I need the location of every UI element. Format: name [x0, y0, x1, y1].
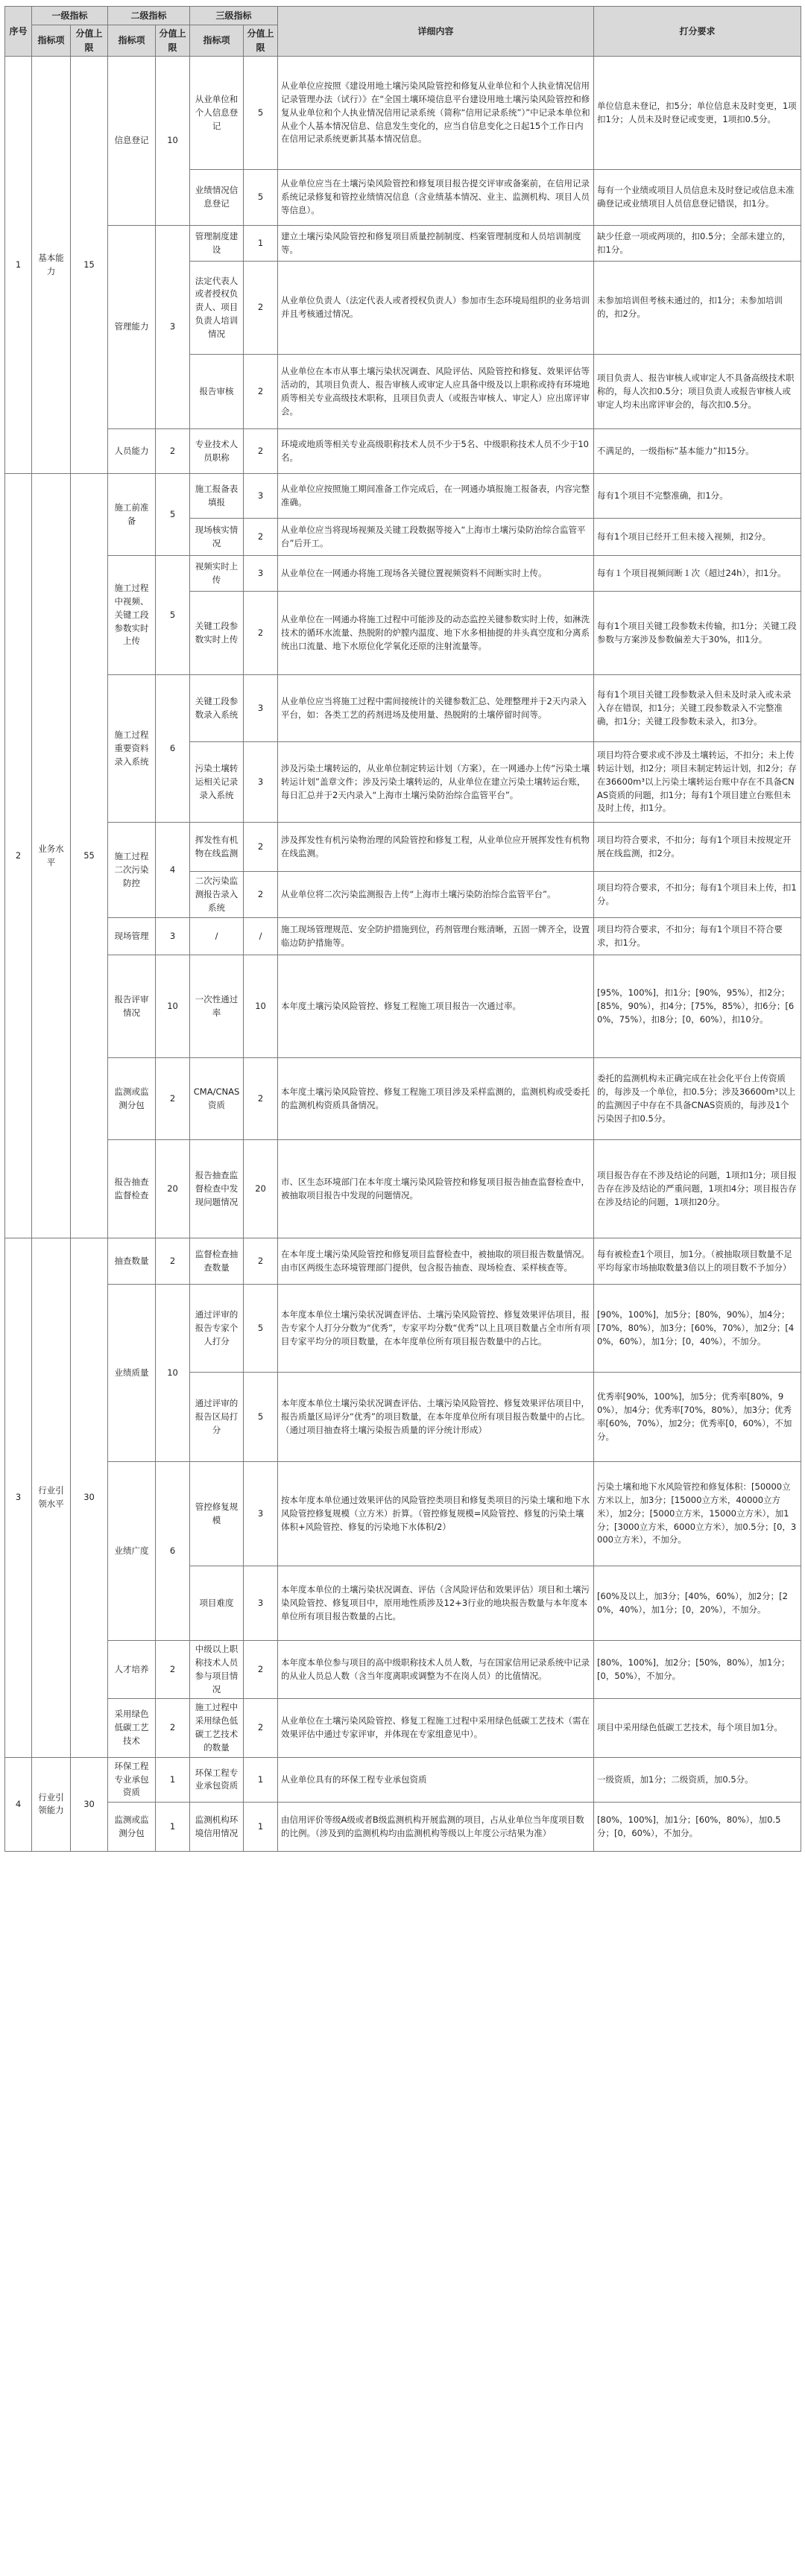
level3-indicator: 中级以上职称技术人员参与项目情况	[190, 1641, 244, 1699]
detail-cell: 本年度本单位参与项目的高中级职称技术人员人数，与在国家信用记录系统中记录的从业人员总人数（含当年度离职或调整为不在岗人员）的比值情况。	[278, 1641, 594, 1699]
header-level2-limit: 分值上限	[156, 25, 190, 57]
level3-indicator: CMA/CNAS资质	[190, 1058, 244, 1140]
level3-limit: 1	[244, 226, 278, 262]
level3-indicator: 管控修复规模	[190, 1462, 244, 1566]
scoring-cell: 项目均符合要求或不涉及土壤转运，不扣分；未上传转运计划，扣2分；项目未制定转运计划，扣2分；存在36600m³以上污染土壤转运台账中存在不具备CNAS资质的问题，扣1分；每有1个项目建立台账但未及时上传，扣1分。	[594, 742, 801, 823]
table-row	[5, 1285, 801, 1373]
level3-indicator: 通过评审的报告专家个人打分	[190, 1285, 244, 1373]
table-row	[5, 1699, 801, 1757]
level3-limit: 2	[244, 1641, 278, 1699]
detail-cell: 从业单位应按照施工期间准备工作完成后，在一网通办填报施工报备表，内容完整准确。	[278, 474, 594, 519]
level2-indicator: 业绩广度	[108, 1462, 156, 1641]
detail-cell: 环境或地质等相关专业高级职称技术人员不少于5名、中级职称技术人员不少于10名。	[278, 429, 594, 474]
level3-limit: 3	[244, 1566, 278, 1641]
level3-limit: 2	[244, 1699, 278, 1757]
level2-indicator: 采用绿色低碳工艺技术	[108, 1699, 156, 1757]
level1-indicator: 业务水平	[32, 474, 71, 1238]
header-level1-limit: 分值上限	[71, 25, 108, 57]
header-level2: 二级指标	[108, 7, 190, 25]
table-body	[5, 57, 801, 1852]
level3-indicator: 关键工段参数录入系统	[190, 675, 244, 742]
level3-limit: 3	[244, 675, 278, 742]
detail-cell: 从业单位在本市从事土壤污染状况调查、风险评估、风险管控和修复、效果评估等活动的，其项目负责人、报告审核人或审定人应具备中级及以上职称或持有环境地质等相关专业高级技术职称，且项目负责人（或报告审核人、审定人）应出席评审会。	[278, 355, 594, 429]
level2-indicator: 施工过程中视频、关键工段参数实时上传	[108, 556, 156, 675]
level1-indicator: 行业引领水平	[32, 1238, 71, 1758]
level2-indicator: 人才培养	[108, 1641, 156, 1699]
level3-indicator: 业绩情况信息登记	[190, 170, 244, 226]
level2-limit: 10	[156, 1285, 190, 1462]
scoring-cell: 缺少任意一项或两项的，扣0.5分；全部未建立的，扣1分。	[594, 226, 801, 262]
level1-indicator: 基本能力	[32, 57, 71, 474]
level2-limit: 3	[156, 918, 190, 955]
detail-cell: 本年度土壤污染风险管控、修复工程施工项目报告一次通过率。	[278, 955, 594, 1058]
detail-cell: 涉及污染土壤转运的，从业单位制定转运计划（方案），在一网通办上传“污染土壤转运计划”盖章文件；涉及污染土壤转运的，从业单位在建立污染土壤转运台账，每日汇总并于2天内录入“上海市土壤污染防治综合监管平台”。	[278, 742, 594, 823]
table-row	[5, 1462, 801, 1566]
level3-limit: 5	[244, 57, 278, 170]
scoring-table-wrapper	[4, 6, 801, 1852]
header-level3-limit: 分值上限	[244, 25, 278, 57]
level3-indicator: 视频实时上传	[190, 556, 244, 592]
level1-limit: 30	[71, 1757, 108, 1851]
table-row	[5, 474, 801, 519]
level3-indicator: 挥发性有机物在线监测	[190, 823, 244, 872]
level2-limit: 2	[156, 1238, 190, 1285]
scoring-cell: 项目均符合要求，不扣分；每有1个项目未上传，扣1分。	[594, 872, 801, 918]
level2-limit: 3	[156, 226, 190, 429]
detail-cell: 由信用评价等级A级或者B级监测机构开展监测的项目，占从业单位当年度项目数的比例。（涉及到的监测机构均由监测机构等级以上年度公示结果为准）	[278, 1803, 594, 1852]
level2-indicator: 施工前准备	[108, 474, 156, 556]
level3-limit: /	[244, 918, 278, 955]
level2-limit: 20	[156, 1140, 190, 1238]
scoring-cell: 每有被检查1个项目，加1分。（被抽取项目数量不足平均每家市场抽取数量3倍以上的项目数不予加分）	[594, 1238, 801, 1285]
level2-limit: 10	[156, 57, 190, 226]
level3-limit: 2	[244, 1238, 278, 1285]
scoring-cell: 一级资质，加1分；二级资质，加0.5分。	[594, 1757, 801, 1802]
table-row	[5, 1757, 801, 1802]
scoring-cell: 项目均符合要求，不扣分；每有1个项目不符合要求，扣1分。	[594, 918, 801, 955]
level2-indicator: 信息登记	[108, 57, 156, 226]
detail-cell: 按本年度本单位通过效果评估的风险管控类项目和修复类项目的污染土壤和地下水风险管控修复规模（立方米）折算。（管控修复规模=风险管控、修复的污染土壤体积+风险管控、修复的污染地下水体积/2）	[278, 1462, 594, 1566]
scoring-cell: [90%，100%]，加5分；[80%，90%），加4分；[70%，80%），加3分；[60%，70%），加2分；[40%，60%），加1分；[0，40%），不加分。	[594, 1285, 801, 1373]
scoring-cell: 每有1个项目关键工段参数未传输，扣1分；关键工段参数与方案涉及参数偏差大于30%，扣1分。	[594, 592, 801, 675]
level3-limit: 2	[244, 519, 278, 556]
level3-indicator: 监督检查抽查数量	[190, 1238, 244, 1285]
detail-cell: 从业单位应当将施工过程中需间接统计的关键参数汇总、处理整理并于2天内录入平台，如：各类工艺的药剂进场及使用量、热脱附的土壤停留时间等。	[278, 675, 594, 742]
level2-indicator: 报告抽查监督检查	[108, 1140, 156, 1238]
table-row	[5, 955, 801, 1058]
table-row	[5, 1641, 801, 1699]
level3-limit: 3	[244, 556, 278, 592]
level2-indicator: 业绩质量	[108, 1285, 156, 1462]
scoring-table	[4, 6, 801, 1852]
scoring-cell: 项目报告存在不涉及结论的问题，1项扣1分；项目报告存在涉及结论的严重问题，1项扣4分；项目报告存在涉及结论的问题，1项扣20分。	[594, 1140, 801, 1238]
level2-limit: 10	[156, 955, 190, 1058]
level3-indicator: 污染土壤转运相关记录录入系统	[190, 742, 244, 823]
level1-indicator: 行业引领能力	[32, 1757, 71, 1851]
level2-limit: 2	[156, 429, 190, 474]
header-scoring: 打分要求	[594, 7, 801, 57]
seq-cell: 2	[5, 474, 32, 1238]
level2-limit: 6	[156, 675, 190, 823]
detail-cell: 涉及挥发性有机污染物治理的风险管控和修复工程，从业单位应开展挥发性有机物在线监测。	[278, 823, 594, 872]
header-level1-indicator: 指标项	[32, 25, 71, 57]
level2-limit: 2	[156, 1699, 190, 1757]
level3-indicator: 从业单位和个人信息登记	[190, 57, 244, 170]
level3-limit: 2	[244, 592, 278, 675]
table-row	[5, 226, 801, 262]
level3-limit: 3	[244, 1462, 278, 1566]
detail-cell: 从业单位应当将现场视频及关键工段数据等接入“上海市土壤污染防治综合监管平台”后开工。	[278, 519, 594, 556]
detail-cell: 市、区生态环境部门在本年度土壤污染风险管控和修复项目报告抽查监督检查中，被抽取项目报告中发现的问题情况。	[278, 1140, 594, 1238]
scoring-cell: 项目中采用绿色低碳工艺技术，每个项目加1分。	[594, 1699, 801, 1757]
header-seq: 序号	[5, 7, 32, 57]
level2-limit: 2	[156, 1058, 190, 1140]
level3-indicator: 一次性通过率	[190, 955, 244, 1058]
level3-indicator: 环保工程专业承包资质	[190, 1757, 244, 1802]
level3-limit: 2	[244, 872, 278, 918]
level3-indicator: /	[190, 918, 244, 955]
detail-cell: 从业单位在一网通办将施工现场各关键位置视频资料不间断实时上传。	[278, 556, 594, 592]
level3-limit: 2	[244, 429, 278, 474]
level3-limit: 20	[244, 1140, 278, 1238]
scoring-cell: [95%，100%]，扣1分；[90%，95%），扣2分；[85%，90%），扣4分；[75%，85%），扣6分；[60%，75%），扣8分；[0，60%），扣10分。	[594, 955, 801, 1058]
level3-indicator: 法定代表人或者授权负责人、项目负责人培训情况	[190, 262, 244, 355]
header-level3: 三级指标	[190, 7, 278, 25]
level3-limit: 1	[244, 1757, 278, 1802]
level2-limit: 1	[156, 1803, 190, 1852]
detail-cell: 本年度本单位的土壤污染状况调查、评估（含风险评估和效果评估）项目和土壤污染风险管控、修复项目中，原用地性质涉及12+3行业的地块报告数量与本年度本单位所有项目报告数量的占比。	[278, 1566, 594, 1641]
level3-limit: 5	[244, 1373, 278, 1462]
detail-cell: 本年度本单位土壤污染状况调查评估、土壤污染风险管控、修复效果评估项目，报告专家个人打分分数为“优秀”，专家平均分数“优秀”以上且项目数量占全市所有项目专家平均分的项目数量，在本年度单位所有项目报告数量中的占比。	[278, 1285, 594, 1373]
table-row	[5, 429, 801, 474]
detail-cell: 从业单位负责人（法定代表人或者授权负责人）参加市生态环境局组织的业务培训并且考核通过情况。	[278, 262, 594, 355]
scoring-cell: [60%及以上，加3分；[40%，60%），加2分；[20%，40%），加1分；[0，20%），不加分。	[594, 1566, 801, 1641]
scoring-cell: 每有1个项目不完整准确，扣1分。	[594, 474, 801, 519]
table-row	[5, 1238, 801, 1285]
level2-limit: 6	[156, 1462, 190, 1641]
level2-indicator: 现场管理	[108, 918, 156, 955]
level2-indicator: 监测或监测分包	[108, 1058, 156, 1140]
detail-cell: 从业单位应当在土壤污染风险管控和修复项目报告提交评审或备案前，在信用记录系统记录修复和管控业绩情况信息（含业绩基本情况、业主、监测机构、项目人员等信息）。	[278, 170, 594, 226]
header-row-1	[5, 7, 801, 25]
level3-indicator: 施工报备表填报	[190, 474, 244, 519]
scoring-cell: 项目负责人、报告审核人或审定人不具备高级技术职称的，每人次扣0.5分；项目负责人或报告审核人或审定人均未出席评审会的，每次扣0.5分。	[594, 355, 801, 429]
level2-indicator: 报告评审情况	[108, 955, 156, 1058]
level2-limit: 5	[156, 474, 190, 556]
header-level1: 一级指标	[32, 7, 108, 25]
level3-indicator: 通过评审的报告区局打分	[190, 1373, 244, 1462]
level3-indicator: 管理制度建设	[190, 226, 244, 262]
scoring-cell: [80%，100%]，加2分；[50%，80%），加1分；[0，50%），不加分。	[594, 1641, 801, 1699]
table-row	[5, 823, 801, 872]
level2-indicator: 抽查数量	[108, 1238, 156, 1285]
level3-limit: 10	[244, 955, 278, 1058]
level3-indicator: 报告抽查监督检查中发现问题情况	[190, 1140, 244, 1238]
level3-limit: 5	[244, 1285, 278, 1373]
level2-limit: 4	[156, 823, 190, 918]
table-row	[5, 556, 801, 592]
level3-indicator: 关键工段参数实时上传	[190, 592, 244, 675]
level2-limit: 1	[156, 1757, 190, 1802]
level3-indicator: 现场核实情况	[190, 519, 244, 556]
scoring-cell: [80%，100%]，加1分；[60%，80%），加0.5分；[0，60%），不加分。	[594, 1803, 801, 1852]
detail-cell: 施工现场管理规范、安全防护措施到位，药剂管理台账清晰，五固一牌齐全，设置临边防护措施等。	[278, 918, 594, 955]
level2-indicator: 人员能力	[108, 429, 156, 474]
seq-cell: 4	[5, 1757, 32, 1851]
level2-indicator: 施工过程重要资料录入系统	[108, 675, 156, 823]
level3-limit: 3	[244, 742, 278, 823]
detail-cell: 建立土壤污染风险管控和修复项目质量控制制度、档案管理制度和人员培训制度等。	[278, 226, 594, 262]
level2-indicator: 施工过程二次污染防控	[108, 823, 156, 918]
scoring-cell: 委托的监测机构未正确完成在社会化平台上传资质的，每涉及一个单位，扣0.5分；涉及36600m³以上的监测因子中存在不具备CNAS资质的，每涉及1个污染因子扣0.5分。	[594, 1058, 801, 1140]
header-level3-indicator: 指标项	[190, 25, 244, 57]
level3-indicator: 监测机构环境信用情况	[190, 1803, 244, 1852]
seq-cell: 1	[5, 57, 32, 474]
level3-limit: 2	[244, 262, 278, 355]
level2-indicator: 监测或监测分包	[108, 1803, 156, 1852]
seq-cell: 3	[5, 1238, 32, 1758]
scoring-cell: 每有1个项目已经开工但未接入视频，扣2分。	[594, 519, 801, 556]
level2-limit: 2	[156, 1641, 190, 1699]
level2-limit: 5	[156, 556, 190, 675]
detail-cell: 本年度土壤污染风险管控、修复工程施工项目涉及采样监测的，监测机构或受委托的监测机构资质具备情况。	[278, 1058, 594, 1140]
table-header	[5, 7, 801, 57]
level2-indicator: 环保工程专业承包资质	[108, 1757, 156, 1802]
level3-limit: 1	[244, 1803, 278, 1852]
header-level2-indicator: 指标项	[108, 25, 156, 57]
detail-cell: 本年度本单位土壤污染状况调查评估、土壤污染风险管控、修复效果评估项目中，报告质量区局评分“优秀”的项目数量，在本年度单位所有项目报告数量中的占比。（通过项目抽查将土壤污染报告质量的评分统计形成）	[278, 1373, 594, 1462]
detail-cell: 从业单位在土壤污染风险管控、修复工程施工过程中采用绿色低碳工艺技术（需在效果评估中通过专家评审，并体现在专家组意见中）。	[278, 1699, 594, 1757]
level3-limit: 2	[244, 1058, 278, 1140]
level1-limit: 30	[71, 1238, 108, 1758]
scoring-cell: 单位信息未登记，扣5分；单位信息未及时变更，1项扣1分；人员未及时登记或变更，1项扣0.5分。	[594, 57, 801, 170]
detail-cell: 从业单位应按照《建设用地土壤污染风险管控和修复从业单位和个人执业情况信用记录管理办法（试行）》在“全国土壤环境信息平台建设用地土壤污染风险管控和修复从业单位和个人执业情况信用记录系统（简称“信用记录系统”）”中记录本单位和从业个人基本情况信息、信息发生变化的，应当自信息变化之日起15个工作日内在信用记录系统更新其基本情况信息。	[278, 57, 594, 170]
scoring-cell: 未参加培训但考核未通过的，扣1分；未参加培训的，扣2分。	[594, 262, 801, 355]
level3-limit: 3	[244, 474, 278, 519]
level2-indicator: 管理能力	[108, 226, 156, 429]
level3-limit: 2	[244, 355, 278, 429]
scoring-cell: 项目均符合要求，不扣分；每有1个项目未按规定开展在线监测，扣2分。	[594, 823, 801, 872]
level3-indicator: 报告审核	[190, 355, 244, 429]
table-row	[5, 57, 801, 170]
level3-limit: 5	[244, 170, 278, 226]
level3-indicator: 施工过程中采用绿色低碳工艺技术的数量	[190, 1699, 244, 1757]
scoring-cell: 污染土壤和地下水风险管控和修复体积：[50000立方米以上，加3分；[15000立方米，40000立方米），加2分；[5000立方米，15000立方米），加1分；[3000立方米，6000立方米），加0.5分；[0，3000立方米），不加分。	[594, 1462, 801, 1566]
detail-cell: 在本年度土壤污染风险管控和修复项目监督检查中，被抽取的项目报告数量情况。由市区两级生态环境管理部门提供，包含报告抽查、现场检查、采样核查等。	[278, 1238, 594, 1285]
detail-cell: 从业单位具有的环保工程专业承包资质	[278, 1757, 594, 1802]
table-row	[5, 675, 801, 742]
table-row	[5, 1140, 801, 1238]
level3-limit: 2	[244, 823, 278, 872]
table-row	[5, 918, 801, 955]
header-detail: 详细内容	[278, 7, 594, 57]
level3-indicator: 二次污染监测报告录入系统	[190, 872, 244, 918]
detail-cell: 从业单位将二次污染监测报告上传“上海市土壤污染防治综合监管平台”。	[278, 872, 594, 918]
level1-limit: 55	[71, 474, 108, 1238]
level1-limit: 15	[71, 57, 108, 474]
scoring-cell: 不满足的，一级指标“基本能力”扣15分。	[594, 429, 801, 474]
detail-cell: 从业单位在一网通办将施工过程中可能涉及的动态监控关键参数实时上传，如淋洗技术的循环水流量、热脱附的炉膛内温度、地下水多相抽提的井头真空度和分离系统出口流量、地下水原位化学氧化还原的注射流量等。	[278, 592, 594, 675]
level3-indicator: 项目难度	[190, 1566, 244, 1641]
table-row	[5, 1803, 801, 1852]
scoring-cell: 每有1个项目关键工段参数录入但未及时录入或未录入存在错误，扣1分；关键工段参数录入不完整准确，扣1分；关键工段参数未录入，扣3分。	[594, 675, 801, 742]
scoring-cell: 每有１个项目视频间断１次（超过24h），扣1分。	[594, 556, 801, 592]
table-row	[5, 1058, 801, 1140]
scoring-cell: 优秀率[90%，100%]，加5分；优秀率[80%，90%），加4分；优秀率[70%，80%），加3分；优秀率[60%，70%），加2分；优秀率[0，60%），不加分。	[594, 1373, 801, 1462]
level3-indicator: 专业技术人员职称	[190, 429, 244, 474]
scoring-cell: 每有一个业绩或项目人员信息未及时登记或信息未准确登记或业绩项目人员信息登记错误，扣1分。	[594, 170, 801, 226]
